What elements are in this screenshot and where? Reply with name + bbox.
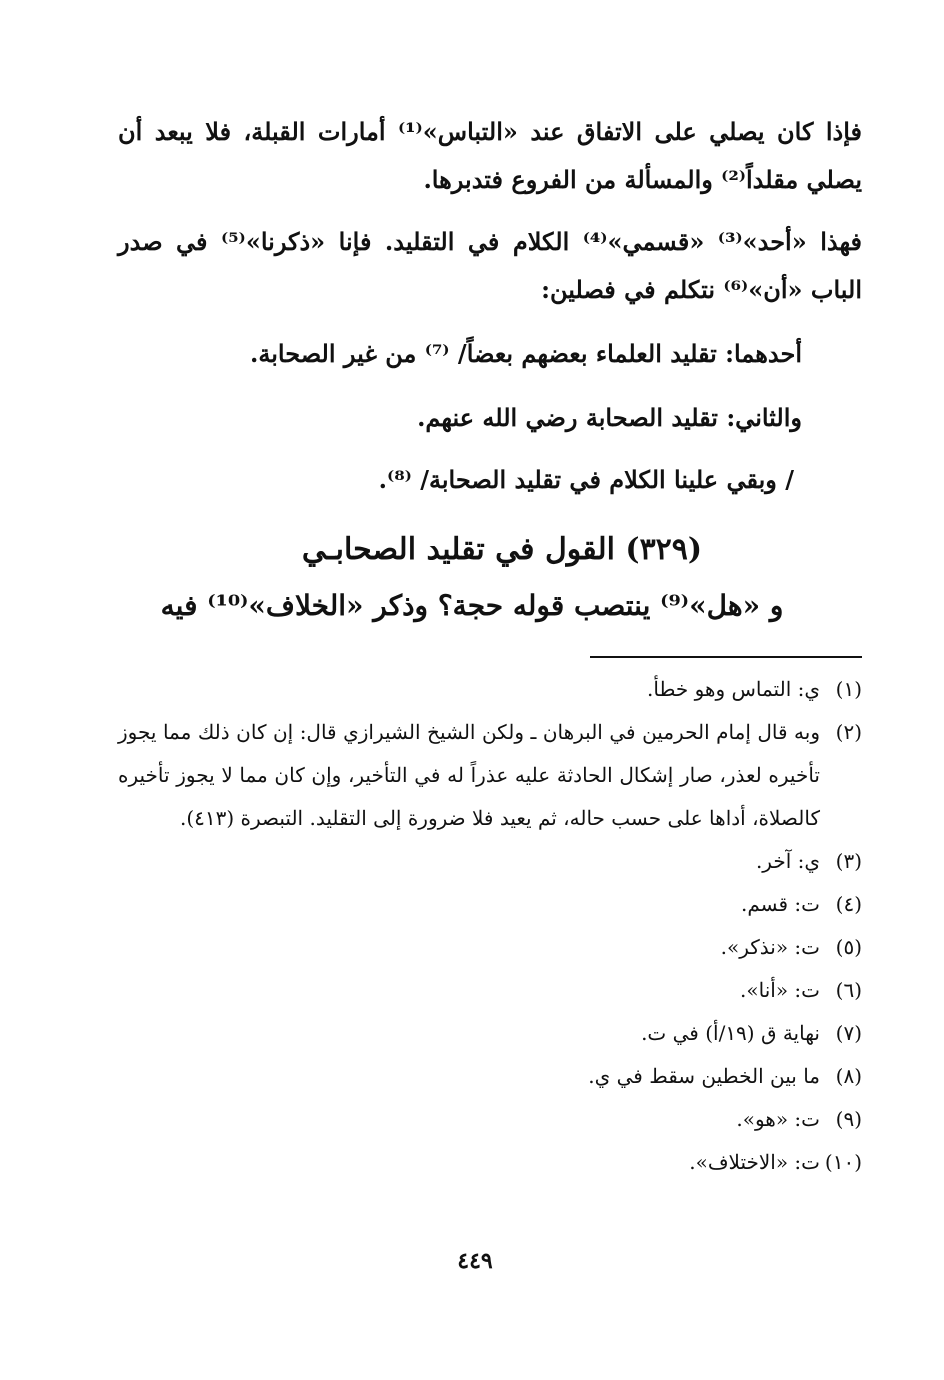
footnote-7 (118, 1012, 862, 1055)
footnote-number: (٥) (835, 935, 862, 959)
footnote-1 (118, 668, 862, 711)
section-heading: (٣٢٩) القول في تقليد الصحابـي (301, 532, 703, 567)
footnote-separator (590, 656, 862, 658)
footnote-text: ت: «هو». (736, 1107, 820, 1131)
footnote-number: (٣) (835, 849, 862, 873)
footnote-text: نهاية ق (١٩/أ) في ت. (641, 1021, 820, 1045)
footnote-text: ت: قسم. (741, 892, 820, 916)
footnote-number: (٧) (835, 1021, 862, 1045)
footnote-text: ت: «الاختلاف». (689, 1150, 820, 1174)
footnote-10 (118, 1141, 862, 1184)
footnote-text: ي: آخر. (755, 849, 820, 873)
section-item-remaining: / وبقي علينا الكلام في تقليد الصحابة/ ⁽⁸⁾. (378, 465, 794, 494)
footnote-text: وبه قال إمام الحرمين في البرهان ـ ولكن الشيخ الشيرازي قال: إن كان ذلك مما يجوز تأخيره لعذر، صار إشكال الحادثة عليه عذراً له في التأخير، وإن كان مما لا يجوز تأخيره كالصلاة، أداها على حسب حاله، ثم يعيد فلا ضرورة إلى التقليد. التبصرة (٤١٣). (118, 720, 820, 830)
footnotes (118, 668, 862, 1184)
section-subheading: و «هل»⁽⁹⁾ ينتصب قوله حجة؟ وذكر «الخلاف»⁽¹⁰⁾ فيه (160, 589, 784, 622)
footnote-5 (118, 926, 862, 969)
footnote-6 (118, 969, 862, 1012)
footnote-number: (٨) (835, 1064, 862, 1088)
section-item-second: والثاني: تقليد الصحابة رضي الله عنهم. (417, 403, 802, 432)
body-paragraph-2: فهذا «أحد»⁽³⁾ «قسمي»⁽⁴⁾ الكلام في التقليد. فإنا «ذكرنا»⁽⁵⁾ في صدر الباب «أن»⁽⁶⁾ نتكلم في فصلين: (118, 227, 862, 304)
footnote-8 (118, 1055, 862, 1098)
body-paragraph-1: فإذا كان يصلي على الاتفاق عند «التباس»⁽¹⁾ أمارات القبلة، فلا يبعد أن يصلي مقلداً⁽²⁾ والمسألة من الفروع فتدبرها. (118, 117, 862, 194)
footnote-text: ما بين الخطين سقط في ي. (588, 1064, 820, 1088)
footnote-number: (٤) (835, 892, 862, 916)
footnote-number: (٩) (835, 1107, 862, 1131)
footnote-2 (118, 711, 862, 840)
footnote-text: ت: «نذكر». (720, 935, 820, 959)
footnote-number: (٢) (835, 720, 862, 744)
footnote-number: (٦) (835, 978, 862, 1002)
footnote-text: ي: التماس وهو خطأ. (647, 677, 820, 701)
page-number: ٤٤٩ (457, 1248, 493, 1274)
footnote-3 (118, 840, 862, 883)
footnote-4 (118, 883, 862, 926)
section-item-first: أحدهما: تقليد العلماء بعضهم بعضاً/ ⁽⁷⁾ من غير الصحابة. (250, 339, 802, 368)
footnote-number: (١) (835, 677, 862, 701)
footnote-text: ت: «أنا». (740, 978, 820, 1002)
footnote-9 (118, 1098, 862, 1141)
footnote-number: (١٠) (824, 1150, 862, 1174)
